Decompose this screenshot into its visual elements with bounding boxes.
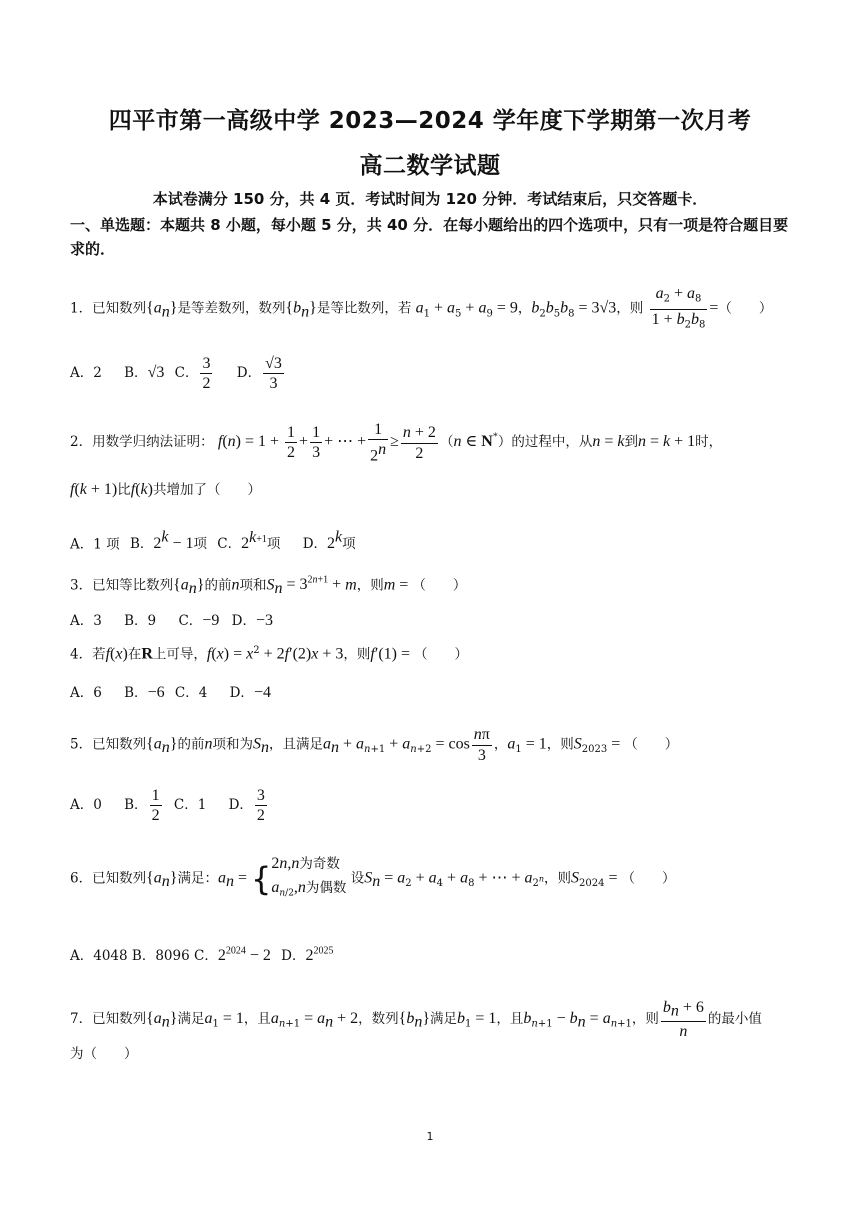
question-1-options [70,354,286,393]
option-a: A．2 [70,365,102,381]
option-a: A．6 [70,685,102,701]
question-2-line-2: f(k + 1)比f(k)共增加了（ ） [70,481,261,498]
question-6: 6．已知数列$\{a_n\}$满足：$a_n$ = { 2n,n为奇数 $a_{n/2},n$为偶数 设$S_n = a_2 + a_4 + a_8$ + ⋯ + $a_{2^n}$，则$S_{2024}$ = （ ） [70,855,676,899]
exam-title: 四平市第一高级中学 2023—2024 学年度下学期第一次月考 [108,108,752,134]
option-c: C． $\frac{3}{2}$ [174,355,211,392]
question-4: 4．若f(x)在R上可导，$f(x) = x^2 + 2f'(2)x + 3$，则f′(1) = （ ） [70,645,469,663]
exam-info: 本试卷满分 150 分，共 4 页．考试时间为 120 分钟．考试结束后，只交答题卡． [152,190,708,208]
option-b: B．8096 [131,948,190,964]
question-1: 1．已知数列$\{a_n\}$是等差数列，数列$\{b_n\}$是等比数列，若 $a_1 + a_5 + a_9 = 9$，$b_2b_5b_8 = 3√3$，则 $\frac{a_2 + a_8}{1 + b_2b_8}$ =（ ） [70,285,773,331]
question-3-options [70,609,273,630]
question-3: 3．已知等比数列$\{a_n\}$的前n项和$S_n = 3^{2n+1} + m$，则m = （ ） [70,575,467,598]
option-c: C．$2^{k+1}$项 [217,529,281,553]
option-b: B．$2^k - 1$项 [129,529,207,553]
option-a: A．3 [70,613,102,629]
section-heading: 一、单选题：本题共 8 小题，每小题 5 分，共 40 分．在每小题给出的四个选项中，只有一项是符合题目要求的． [70,216,789,258]
question-number: 1． [70,300,93,317]
exam-subtitle: 高二数学试题 [359,153,501,179]
option-d: D． $\frac{√3}{3}$ [236,355,282,392]
question-5: 5．已知数列$\{a_n\}$的前n项和为$S_n$，且满足$a_n + a_{n+1} + a_{n+2} = \cos$ $\frac{n\pi}{3}$ ，$a_1 = 1$，则$S_{2023}$ = （ ） [70,726,679,764]
option-c: C．−9 [178,612,220,629]
question-7: 7．已知数列$\{a_n\}$满足$a_1 = 1$，且$a_{n+1} = a_n + 2$，数列$\{b_n\}$满足$b_1 = 1$，且$b_{n+1} - b_n = a_{n+1}$，则 $\frac{b_n + 6}{n}$ 的最小值 [70,999,762,1040]
option-c: C．$2^{2024} - 2$ [193,945,271,964]
question-6-options [70,944,333,965]
option-d: D．$2^{2025}$ [281,945,334,964]
option-b: B． $\frac{1}{2}$ [124,787,160,824]
option-d: D．2$^k$项 [302,529,356,553]
question-7-line-2: 为（ ） [70,1046,138,1062]
option-b: B．−6 [124,684,165,701]
option-b: B．9 [124,613,157,629]
option-c: C．1 [173,797,207,813]
question-5-options [70,786,269,825]
question-4-options [70,681,271,702]
option-b: B．√3 [124,364,165,381]
option-d: D．−4 [229,684,271,701]
option-a: A．0 [70,797,102,813]
option-c: C．4 [174,685,208,701]
option-d: D．−3 [231,612,273,629]
option-d: D． $\frac{3}{2}$ [228,787,265,824]
option-a: A．4048 [70,948,128,964]
page-number: 1 [426,1130,434,1143]
question-2: 2．用数学归纳法证明： f(n) = 1 + $\frac{1}{2}$ + $\frac{1}{3}$ + ⋯ + $\frac{1}{2^n}$ ≥ $\frac{n + 2}{2}$ （n ∈ N*）的过程中，从n = k到n = k + 1时， [70,421,723,465]
question-2-options [70,529,356,553]
option-a: A．1 项 [70,536,120,553]
